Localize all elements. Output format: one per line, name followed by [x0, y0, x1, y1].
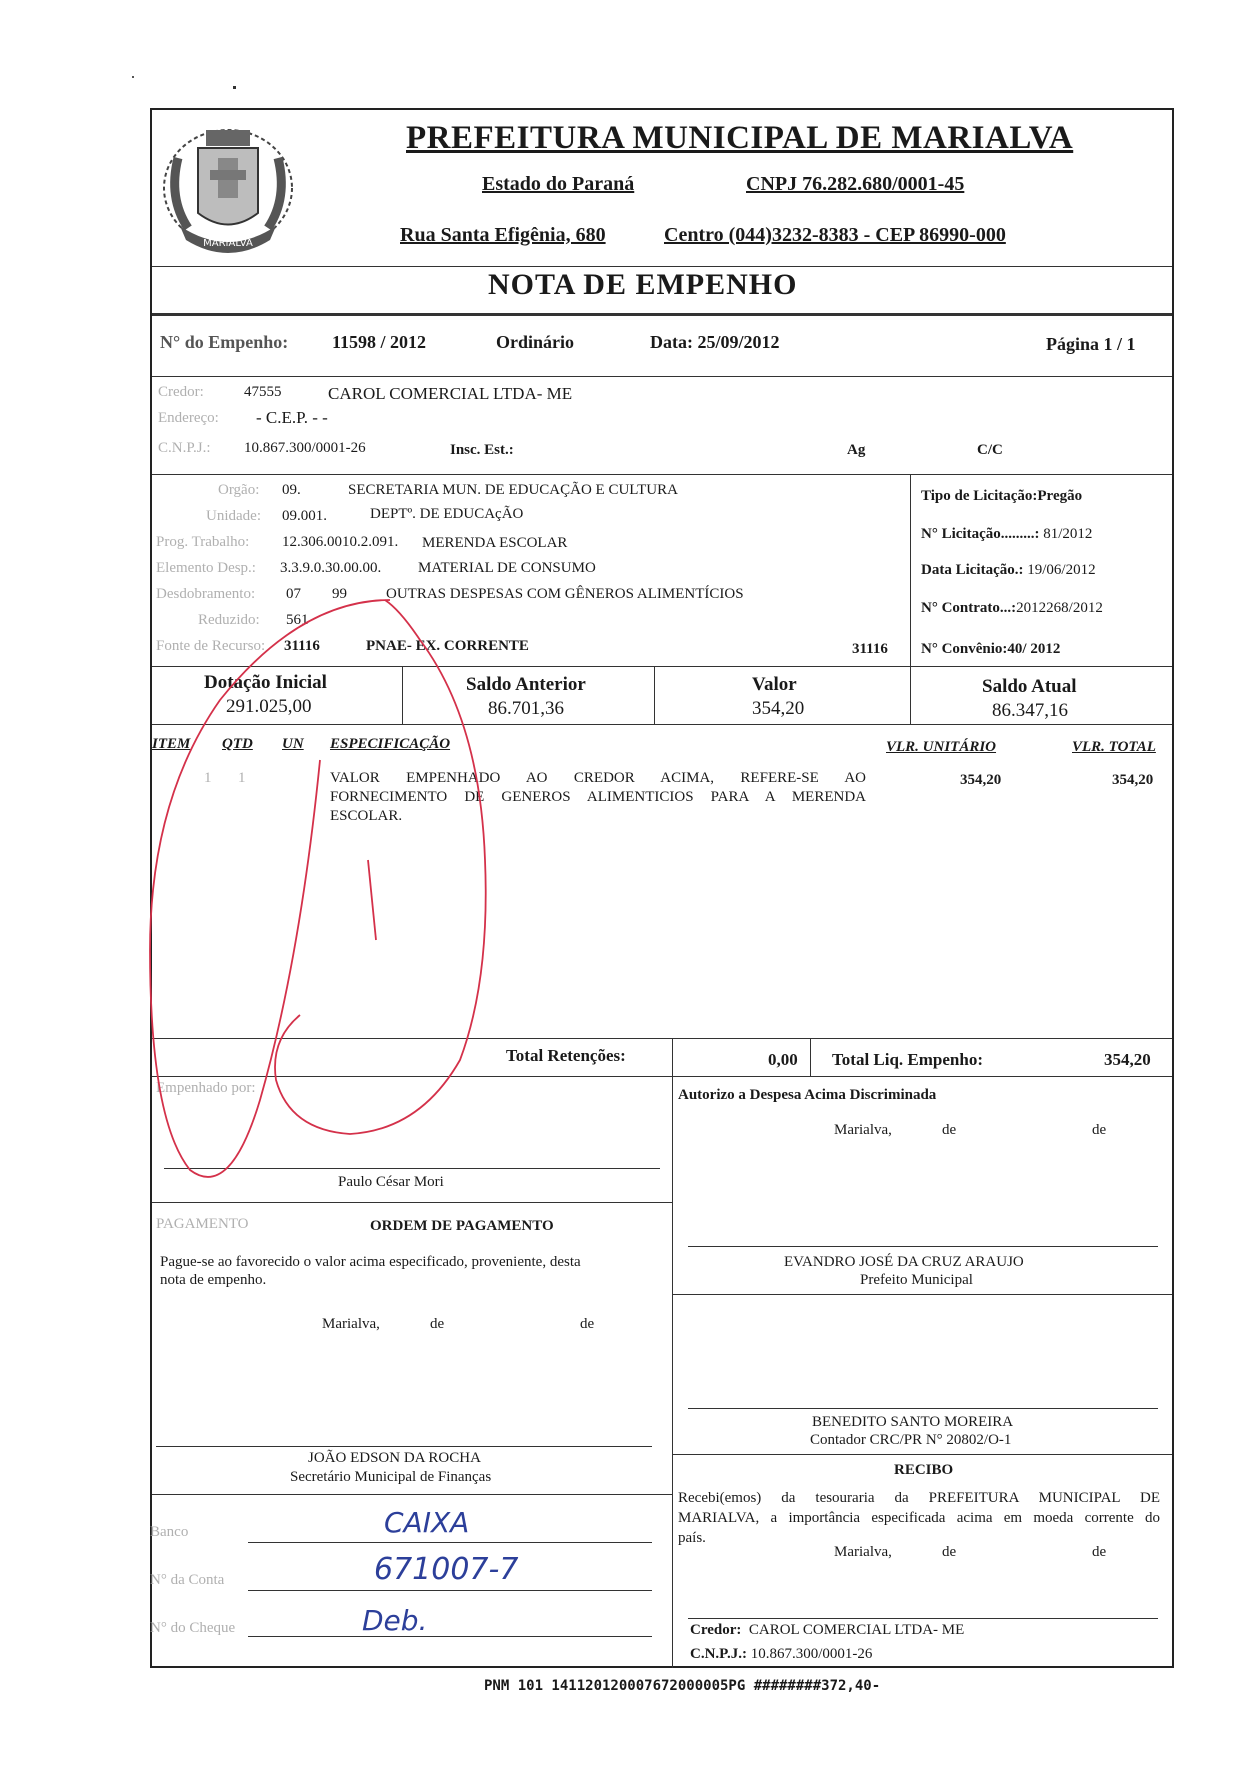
cheque-handwritten: Deb.	[362, 1604, 428, 1637]
credor-cep: - C.E.P. - -	[256, 408, 328, 427]
prefeito-role: Prefeito Municipal	[860, 1272, 973, 1288]
credor-label: Credor:	[158, 384, 204, 400]
convenio: N° Convênio:40/ 2012	[921, 641, 1061, 657]
autorizo-de1: de	[942, 1122, 957, 1138]
licitacao-data-value: 19/06/2012	[1027, 562, 1096, 578]
fonte-recurso-code: 31116	[284, 638, 320, 654]
reduzido-code: 561	[286, 612, 309, 628]
dotacao-inicial-label: Dotação Inicial	[204, 672, 327, 693]
municipality-cnpj: CNPJ 76.282.680/0001-45	[746, 173, 965, 195]
elemento-code: 3.3.9.0.30.00.00.	[280, 560, 382, 576]
item-spec-line3: ESCOLAR.	[330, 808, 403, 824]
contrato-label: N° Contrato...:	[921, 600, 1017, 616]
orgao-desc: SECRETARIA MUN. DE EDUCAÇÃO E CULTURA	[348, 482, 678, 498]
empenhado-por-label: Empenhado por:	[156, 1080, 256, 1096]
col-especificacao: ESPECIFICAÇÃO	[330, 736, 451, 752]
empenho-type: Ordinário	[496, 332, 575, 352]
pagamento-de1: de	[430, 1316, 445, 1332]
prefeito-name: EVANDRO JOSÉ DA CRUZ ARAUJO	[784, 1254, 1024, 1270]
retencoes-value: 0,00	[768, 1050, 798, 1069]
document-title: NOTA DE EMPENHO	[488, 268, 798, 301]
col-vlr-total: VLR. TOTAL	[1072, 739, 1156, 755]
pagamento-label: PAGAMENTO	[156, 1216, 249, 1232]
page-number: Página 1 / 1	[1046, 334, 1136, 354]
recibo-de1: de	[942, 1544, 957, 1560]
banco-label: Banco	[150, 1524, 189, 1540]
recibo-line1: Recebi(emos) da tesouraria da PREFEITURA MUNICIPAL DE	[678, 1490, 1160, 1506]
footer-barcode-text: PNM 101 141120120007672000005PG ########372,40-	[484, 1678, 881, 1694]
retencoes-label: Total Retenções:	[506, 1046, 626, 1065]
endereco-label: Endereço:	[158, 410, 219, 426]
liquido-value: 354,20	[1104, 1050, 1151, 1069]
valor-value: 354,20	[752, 698, 805, 719]
credor-name: CAROL COMERCIAL LTDA- ME	[328, 384, 573, 403]
reduzido-label: Reduzido:	[198, 612, 260, 628]
state-name: Estado do Paraná	[482, 173, 635, 195]
elemento-label: Elemento Desp.:	[156, 560, 256, 576]
licitacao-numero-value: 81/2012	[1043, 526, 1093, 542]
recibo-credor-name: CAROL COMERCIAL LTDA- ME	[748, 1622, 965, 1638]
contrato-value: 2012268/2012	[1016, 600, 1103, 616]
fonte-recurso-code-right: 31116	[852, 641, 888, 657]
secretario-role: Secretário Municipal de Finanças	[290, 1469, 492, 1485]
empenho-number-label: N° do Empenho:	[160, 332, 289, 352]
conta-label: N° da Conta	[150, 1572, 225, 1588]
empenho-date: Data: 25/09/2012	[650, 332, 780, 352]
item-total-value: 354,20	[1112, 772, 1154, 788]
municipality-address: Rua Santa Efigênia, 680	[400, 224, 606, 246]
empenho-number: 11598 / 2012	[332, 332, 427, 352]
desdobramento-label: Desdobramento:	[156, 586, 256, 602]
saldo-anterior-label: Saldo Anterior	[466, 674, 586, 695]
prog-trabalho-label: Prog. Trabalho:	[156, 534, 250, 550]
elemento-desc: MATERIAL DE CONSUMO	[418, 560, 596, 576]
desdobramento-sub: 99	[332, 586, 347, 602]
secretario-name: JOÃO EDSON DA ROCHA	[308, 1450, 481, 1466]
col-un: UN	[282, 736, 304, 752]
recibo-place: Marialva,	[834, 1544, 892, 1560]
pagamento-text-line2: nota de empenho.	[160, 1272, 267, 1288]
item-spec-line2: FORNECIMENTO DE GENEROS ALIMENTICIOS PARA A MERENDA	[330, 789, 866, 805]
contador-name: BENEDITO SANTO MOREIRA	[812, 1414, 1014, 1430]
crest-banner-text: MARIALVA	[203, 238, 253, 249]
autorizo-title: Autorizo a Despesa Acima Discriminada	[678, 1087, 937, 1103]
ordem-pagamento-title: ORDEM DE PAGAMENTO	[370, 1218, 554, 1234]
saldo-anterior-value: 86.701,36	[488, 698, 564, 719]
desdobramento-code: 07	[286, 586, 301, 602]
item-unit-value: 354,20	[960, 772, 1002, 788]
unidade-label: Unidade:	[206, 508, 261, 524]
autorizo-place: Marialva,	[834, 1122, 892, 1138]
saldo-atual-value: 86.347,16	[992, 700, 1068, 721]
municipality-title: PREFEITURA MUNICIPAL DE MARIALVA	[406, 120, 1074, 156]
orgao-code: 09.	[282, 482, 301, 498]
empenhado-name: Paulo César Mori	[338, 1174, 444, 1190]
prog-trabalho-code: 12.306.0010.2.091.	[282, 534, 399, 550]
item-number: 1	[204, 770, 212, 786]
tipo-licitacao: Tipo de Licitação:Pregão	[921, 488, 1083, 504]
unidade-code: 09.001.	[282, 508, 327, 524]
recibo-credor-label: Credor:	[690, 1622, 742, 1638]
dotacao-inicial-value: 291.025,00	[226, 696, 312, 717]
recibo-line2: MARIALVA, a importância especificada acima em moeda corrente do	[678, 1510, 1160, 1526]
banco-handwritten: CAIXA	[384, 1506, 470, 1539]
col-item: ITEM	[152, 736, 191, 752]
credor-code: 47555	[244, 384, 282, 400]
insc-est-label: Insc. Est.:	[450, 442, 514, 458]
credor-cnpj: 10.867.300/0001-26	[244, 440, 366, 456]
cheque-label: N° do Cheque	[150, 1620, 236, 1636]
recibo-line3: país.	[678, 1530, 706, 1546]
agencia-label: Ag	[847, 442, 866, 458]
conta-corrente-label: C/C	[977, 442, 1003, 458]
fonte-recurso-label: Fonte de Recurso:	[156, 638, 266, 654]
valor-label: Valor	[752, 674, 797, 695]
col-vlr-unitario: VLR. UNITÁRIO	[886, 739, 997, 755]
col-qtd: QTD	[222, 736, 253, 752]
recibo-title: RECIBO	[894, 1462, 954, 1478]
licitacao-numero-label: N° Licitação.........:	[921, 526, 1040, 542]
desdobramento-desc: OUTRAS DESPESAS COM GÊNEROS ALIMENTÍCIOS	[386, 586, 744, 602]
recibo-de2: de	[1092, 1544, 1107, 1560]
item-spec-line1: VALOR EMPENHADO AO CREDOR ACIMA, REFERE-SE AO	[330, 770, 866, 786]
municipality-contact: Centro (044)3232-8383 - CEP 86990-000	[664, 224, 1006, 246]
conta-handwritten: 671007-7	[374, 1552, 519, 1587]
licitacao-data-label: Data Licitação.:	[921, 562, 1024, 578]
autorizo-de2: de	[1092, 1122, 1107, 1138]
contador-role: Contador CRC/PR N° 20802/O-1	[810, 1432, 1012, 1448]
unidade-desc: DEPTº. DE EDUCAçÃO	[370, 506, 524, 522]
liquido-label: Total Liq. Empenho:	[832, 1050, 983, 1069]
item-qtd: 1	[238, 770, 246, 786]
orgao-label: Orgão:	[218, 482, 260, 498]
credor-cnpj-label: C.N.P.J.:	[158, 440, 211, 456]
recibo-cnpj-label: C.N.P.J.:	[690, 1646, 747, 1662]
recibo-cnpj-value: 10.867.300/0001-26	[750, 1646, 873, 1662]
prog-trabalho-desc: MERENDA ESCOLAR	[422, 535, 568, 551]
fonte-recurso-desc: PNAE- EX. CORRENTE	[366, 638, 529, 654]
pagamento-de2: de	[580, 1316, 595, 1332]
pagamento-text-line1: Pague-se ao favorecido o valor acima especificado, proveniente, desta	[160, 1254, 581, 1270]
pagamento-place: Marialva,	[322, 1316, 380, 1332]
saldo-atual-label: Saldo Atual	[982, 676, 1077, 697]
